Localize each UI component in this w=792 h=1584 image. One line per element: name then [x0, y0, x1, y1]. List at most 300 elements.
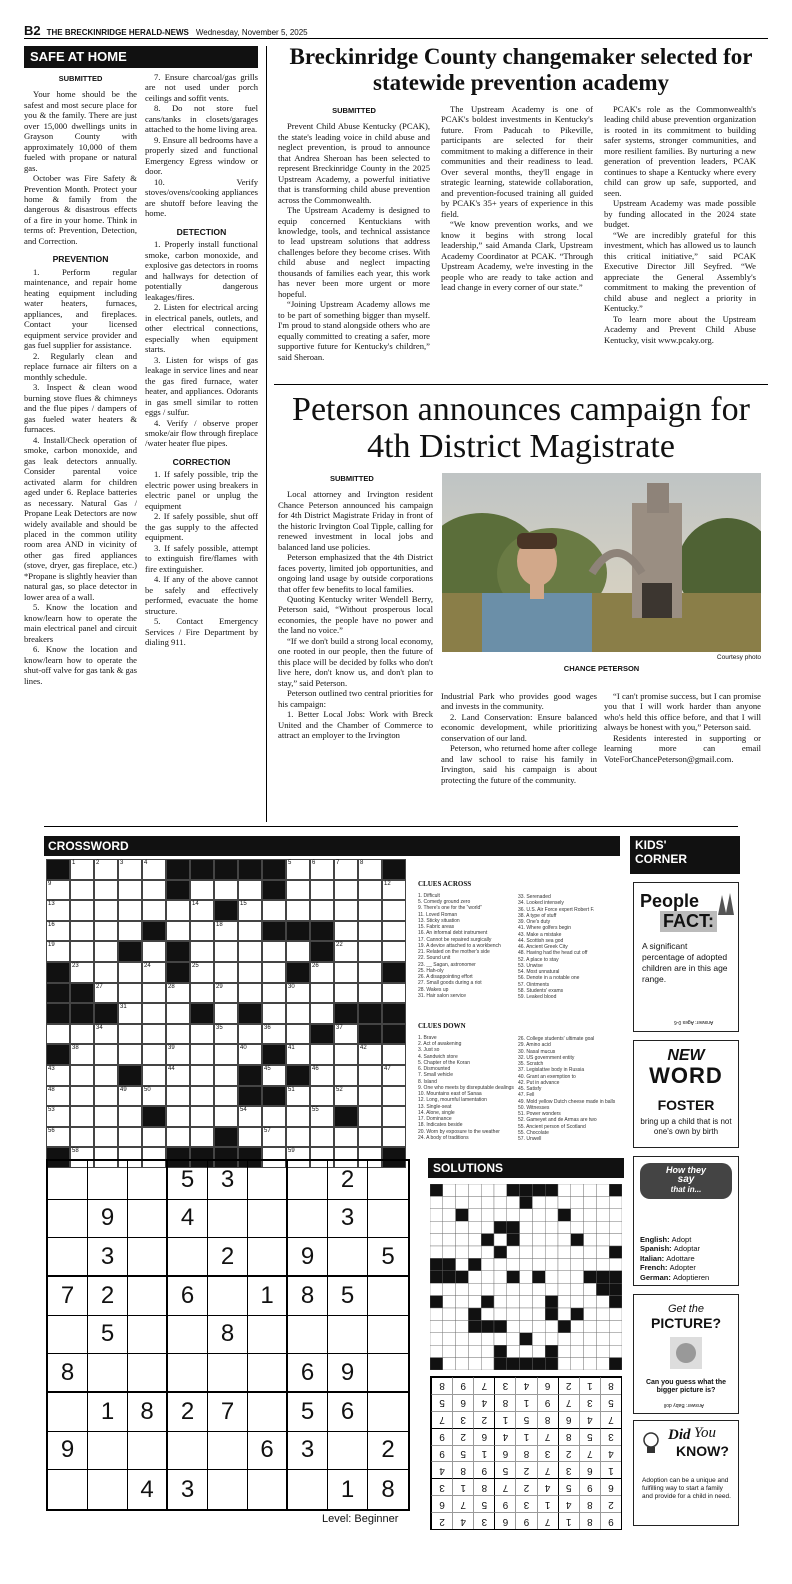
clue-item: 54. Most unnatural — [518, 969, 560, 975]
crossword-cell[interactable] — [382, 941, 406, 962]
clue-number: 44 — [168, 1066, 175, 1072]
crossword-cell[interactable] — [238, 1024, 262, 1045]
clue-item: 52. A place to stay — [518, 956, 559, 963]
crossword-cell[interactable] — [70, 1044, 94, 1065]
sudoku-empty-cell[interactable] — [128, 1200, 168, 1239]
crossword-cell[interactable] — [358, 1065, 382, 1086]
crossword-cell[interactable] — [70, 921, 94, 942]
crossword-cell[interactable] — [214, 921, 238, 942]
sudoku-empty-cell[interactable] — [248, 1354, 288, 1393]
crossword-cell[interactable] — [334, 900, 358, 921]
solution-cell — [558, 1308, 571, 1320]
sudoku-empty-cell[interactable] — [168, 1238, 208, 1277]
solution-cell — [443, 1283, 456, 1295]
solution-cell — [520, 1221, 533, 1233]
crossword-cell[interactable] — [166, 1065, 190, 1086]
crossword-cell[interactable] — [214, 1106, 238, 1127]
crossword-cell[interactable] — [142, 1003, 166, 1024]
correction-item: 5. Contact Emergency Services / Fire Department by dialing 911. — [145, 616, 258, 648]
solution-cell — [494, 1209, 507, 1221]
sudoku-empty-cell[interactable] — [168, 1432, 208, 1471]
peterson-paragraph: Residents interested in supporting or learning more can email VoteForChancePeterson@gmail.com. — [604, 732, 761, 764]
solution-cell — [545, 1246, 558, 1258]
crossword-cell[interactable] — [94, 1127, 118, 1148]
crossword-cell[interactable] — [358, 1086, 382, 1107]
crossword-cell[interactable] — [358, 1127, 382, 1148]
crossword-cell[interactable] — [238, 983, 262, 1004]
prevention-item: 4. Install/Check operation of smoke, carbon monoxide, and gas leak detectors annually. Consider parental voice activated alarm for children aged under 6. Replace batteries as necessary. Natural Gas / Propane Leak Detectors are now widely available and should be placed in the common utility room area AND in vicinity of other gas fired appliances (stove, dryer, gas fireplace, etc.) *Propane is slightly heavier than natural gas, so place detector in lower area of a wall. — [24, 434, 137, 602]
crossword-cell[interactable] — [262, 983, 286, 1004]
sudoku-empty-cell[interactable] — [208, 1432, 248, 1471]
clue-number: 1 — [72, 860, 76, 866]
sudoku-empty-cell[interactable] — [48, 1316, 88, 1355]
sudoku-solution-cell: 9 — [473, 1461, 494, 1478]
solution-cell — [430, 1308, 443, 1320]
crossword-cell[interactable] — [286, 1086, 310, 1107]
crossword-cell[interactable] — [142, 1024, 166, 1045]
crossword-cell[interactable] — [46, 1086, 70, 1107]
crossword-cell[interactable] — [142, 1065, 166, 1086]
crossword-cell[interactable] — [46, 1127, 70, 1148]
crossword-cell[interactable] — [46, 1065, 70, 1086]
crossword-cell[interactable] — [334, 859, 358, 880]
crossword-cell[interactable] — [94, 1065, 118, 1086]
crossword-cell[interactable] — [190, 1127, 214, 1148]
crossword-cell[interactable] — [94, 962, 118, 983]
solution-cell — [545, 1271, 558, 1283]
crossword-cell[interactable] — [166, 921, 190, 942]
sudoku-empty-cell[interactable] — [248, 1200, 288, 1239]
crossword-cell[interactable] — [286, 1106, 310, 1127]
crossword-cell[interactable] — [70, 962, 94, 983]
prevention-item: 7. Ensure charcoal/gas grills are not used under porch ceilings and soffit vents. — [145, 72, 258, 103]
crossword-cell[interactable] — [238, 921, 262, 942]
crossword-cell[interactable] — [358, 1106, 382, 1127]
solution-cell — [558, 1283, 571, 1295]
crossword-cell[interactable] — [190, 1024, 214, 1045]
crossword-cell[interactable] — [94, 880, 118, 901]
sudoku-empty-cell[interactable] — [288, 1316, 328, 1355]
sudoku-empty-cell[interactable] — [288, 1470, 328, 1509]
sudoku-solution-cell: 4 — [452, 1512, 473, 1529]
crossword-cell[interactable] — [118, 983, 142, 1004]
sudoku-solution-cell: 3 — [558, 1461, 579, 1478]
crossword-cell[interactable] — [310, 1065, 334, 1086]
crossword-cell[interactable] — [310, 900, 334, 921]
crossword-cell[interactable] — [310, 1127, 334, 1148]
crossword-cell[interactable] — [334, 1065, 358, 1086]
sudoku-empty-cell[interactable] — [328, 1238, 368, 1277]
crossword-cell[interactable] — [358, 941, 382, 962]
crossword-cell[interactable] — [286, 880, 310, 901]
sudoku-empty-cell[interactable] — [128, 1432, 168, 1471]
crossword-cell[interactable] — [334, 1024, 358, 1045]
crossword-cell[interactable] — [46, 880, 70, 901]
crossword-cell[interactable] — [190, 941, 214, 962]
crossword-cell[interactable] — [118, 1086, 142, 1107]
crossword-cell[interactable] — [190, 1044, 214, 1065]
sudoku-empty-cell[interactable] — [48, 1470, 88, 1509]
crossword-cell[interactable] — [382, 1044, 406, 1065]
sudoku-empty-cell[interactable] — [208, 1200, 248, 1239]
solution-cell — [456, 1209, 469, 1221]
crossword-cell[interactable] — [214, 941, 238, 962]
crossword-cell[interactable] — [142, 983, 166, 1004]
sudoku-empty-cell[interactable] — [48, 1200, 88, 1239]
sudoku-solution-cell: 9 — [515, 1512, 536, 1529]
solution-cell — [545, 1209, 558, 1221]
sudoku-empty-cell[interactable] — [208, 1354, 248, 1393]
sudoku-empty-cell[interactable] — [248, 1316, 288, 1355]
solution-cell — [596, 1258, 609, 1270]
crossword-cell[interactable] — [310, 1086, 334, 1107]
crossword-cell[interactable] — [310, 1106, 334, 1127]
crossword-cell[interactable] — [118, 1024, 142, 1045]
crossword-cell[interactable] — [46, 941, 70, 962]
sudoku-empty-cell[interactable] — [128, 1354, 168, 1393]
sudoku-empty-cell[interactable] — [88, 1470, 128, 1509]
crossword-cell[interactable] — [358, 962, 382, 983]
crossword-cell[interactable] — [334, 983, 358, 1004]
sudoku-solution-cell: 6 — [494, 1512, 515, 1529]
crossword-cell[interactable] — [118, 1127, 142, 1148]
crossword-cell[interactable] — [214, 1086, 238, 1107]
sudoku-grid[interactable] — [46, 1159, 410, 1511]
crossword-cell[interactable] — [118, 1044, 142, 1065]
clue-item: 23. __ Sagan, astronomer — [418, 961, 476, 968]
crossword-cell[interactable] — [70, 880, 94, 901]
crossword-solution-grid — [430, 1184, 622, 1370]
crossword-cell[interactable] — [190, 983, 214, 1004]
sudoku-solution-cell: 7 — [537, 1461, 558, 1478]
crossword-cell[interactable] — [262, 1024, 286, 1045]
crossword-cell[interactable] — [166, 983, 190, 1004]
crossword-cell[interactable] — [94, 983, 118, 1004]
solution-cell — [584, 1320, 597, 1332]
crossword-cell[interactable] — [70, 1106, 94, 1127]
solution-cell — [545, 1184, 558, 1196]
sudoku-empty-cell[interactable] — [288, 1161, 328, 1200]
sudoku-empty-cell[interactable] — [128, 1316, 168, 1355]
sudoku-solution-cell: 1 — [452, 1478, 473, 1495]
crossword-cell[interactable] — [70, 1065, 94, 1086]
crossword-cell[interactable] — [70, 900, 94, 921]
academy-paragraph: “Joining Upstream Academy allows me to be part of something bigger than myself. I'm proud to stand alongside others who are equally committed to creating a safer, more supportive future for Kentucky's children,” said Sheroan. — [278, 299, 430, 362]
solution-cell — [507, 1196, 520, 1208]
crossword-cell[interactable] — [310, 859, 334, 880]
safety-col-1 — [24, 72, 137, 686]
crossword-cell[interactable] — [166, 1086, 190, 1107]
crossword-black-cell — [46, 983, 70, 1004]
sudoku-given-cell: 8 — [128, 1393, 168, 1432]
crossword-cell[interactable] — [166, 1044, 190, 1065]
crossword-cell[interactable] — [190, 900, 214, 921]
crossword-cell[interactable] — [214, 1065, 238, 1086]
crossword-cell[interactable] — [94, 1044, 118, 1065]
crossword-cell[interactable] — [310, 1044, 334, 1065]
crossword-cell[interactable] — [190, 962, 214, 983]
solution-cell — [596, 1234, 609, 1246]
crossword-cell[interactable] — [286, 1024, 310, 1045]
crossword-cell[interactable] — [334, 941, 358, 962]
crossword-cell[interactable] — [118, 880, 142, 901]
solution-cell — [507, 1320, 520, 1332]
crossword-cell[interactable] — [286, 859, 310, 880]
crossword-cell[interactable] — [166, 1024, 190, 1045]
crossword-cell[interactable] — [214, 983, 238, 1004]
solution-cell — [609, 1320, 622, 1332]
crossword-cell[interactable] — [262, 1065, 286, 1086]
sudoku-empty-cell[interactable] — [128, 1277, 168, 1316]
crossword-grid[interactable] — [46, 859, 406, 1169]
crossword-cell[interactable] — [262, 1106, 286, 1127]
crossword-cell[interactable] — [286, 1127, 310, 1148]
crossword-cell[interactable] — [262, 962, 286, 983]
sudoku-empty-cell[interactable] — [328, 1432, 368, 1471]
sudoku-empty-cell[interactable] — [168, 1316, 208, 1355]
crossword-cell[interactable] — [310, 1003, 334, 1024]
crossword-cell[interactable] — [334, 880, 358, 901]
crossword-cell[interactable] — [334, 921, 358, 942]
crossword-cell[interactable] — [286, 983, 310, 1004]
clues-across-col-2 — [518, 894, 616, 1000]
crossword-cell[interactable] — [358, 983, 382, 1004]
crossword-cell[interactable] — [70, 1024, 94, 1045]
sudoku-solution-cell: 7 — [558, 1394, 579, 1411]
solution-cell — [596, 1296, 609, 1308]
sudoku-empty-cell[interactable] — [208, 1470, 248, 1509]
crossword-cell[interactable] — [46, 1106, 70, 1127]
sudoku-empty-cell[interactable] — [248, 1470, 288, 1509]
sudoku-empty-cell[interactable] — [288, 1200, 328, 1239]
crossword-cell[interactable] — [262, 900, 286, 921]
sudoku-empty-cell[interactable] — [168, 1354, 208, 1393]
sudoku-empty-cell[interactable] — [248, 1393, 288, 1432]
clue-item: 37. Legislative body in Russia — [518, 1067, 585, 1074]
crossword-cell[interactable] — [238, 1106, 262, 1127]
crossword-cell[interactable] — [358, 900, 382, 921]
peterson-paragraph: 1. Better Local Jobs: Work with Breck United and the Chamber of Commerce to attract an employer to the Irvington — [278, 709, 433, 741]
crossword-cell[interactable] — [118, 859, 142, 880]
crossword-cell[interactable] — [334, 1086, 358, 1107]
crossword-cell[interactable] — [214, 1044, 238, 1065]
sudoku-empty-cell[interactable] — [368, 1393, 408, 1432]
crossword-cell[interactable] — [286, 1003, 310, 1024]
crossword-cell[interactable] — [214, 962, 238, 983]
clue-item: 56. Denote in a notable one — [518, 975, 580, 982]
crossword-cell[interactable] — [166, 1127, 190, 1148]
crossword-cell[interactable] — [214, 1003, 238, 1024]
crossword-cell[interactable] — [166, 1106, 190, 1127]
sudoku-empty-cell[interactable] — [368, 1354, 408, 1393]
crossword-cell[interactable] — [70, 1127, 94, 1148]
crossword-cell[interactable] — [142, 1044, 166, 1065]
crossword-cell[interactable] — [94, 859, 118, 880]
crossword-cell[interactable] — [238, 941, 262, 962]
crossword-cell[interactable] — [94, 921, 118, 942]
solution-cell — [596, 1221, 609, 1233]
crossword-cell[interactable] — [238, 962, 262, 983]
crossword-cell[interactable] — [214, 1024, 238, 1045]
crossword-cell[interactable] — [118, 921, 142, 942]
crossword-cell[interactable] — [142, 880, 166, 901]
clue-item: 42. Put in advance — [518, 1079, 560, 1086]
solution-cell — [468, 1221, 481, 1233]
sudoku-solution-cell: 1 — [579, 1377, 600, 1394]
sudoku-empty-cell[interactable] — [128, 1238, 168, 1277]
sudoku-empty-cell[interactable] — [368, 1200, 408, 1239]
crossword-cell[interactable] — [358, 921, 382, 942]
crossword-cell[interactable] — [142, 962, 166, 983]
crossword-cell[interactable] — [382, 1086, 406, 1107]
crossword-cell[interactable] — [310, 962, 334, 983]
solution-cell — [494, 1296, 507, 1308]
crossword-cell[interactable] — [94, 1086, 118, 1107]
solution-cell — [507, 1271, 520, 1283]
new-word-definition: bring up a child that is not one's own by birth — [640, 1117, 732, 1136]
peterson-paragraph: Quoting Kentucky writer Wendell Berry, Peterson said, “Without prosperous local economies, the people have no power and the land no voice.” — [278, 593, 433, 636]
crossword-cell[interactable] — [166, 1003, 190, 1024]
crossword-cell[interactable] — [118, 1003, 142, 1024]
crossword-cell[interactable] — [382, 880, 406, 901]
clue-number: 16 — [48, 921, 55, 928]
solution-cell — [443, 1221, 456, 1233]
sudoku-empty-cell[interactable] — [248, 1238, 288, 1277]
sudoku-empty-cell[interactable] — [128, 1161, 168, 1200]
sudoku-empty-cell[interactable] — [88, 1354, 128, 1393]
crossword-cell[interactable] — [238, 1044, 262, 1065]
crossword-cell[interactable] — [166, 900, 190, 921]
crossword-black-cell — [358, 1024, 382, 1045]
crossword-cell[interactable] — [70, 1086, 94, 1107]
crossword-cell[interactable] — [238, 1127, 262, 1148]
crossword-cell[interactable] — [190, 1106, 214, 1127]
crossword-cell[interactable] — [118, 962, 142, 983]
crossword-cell[interactable] — [382, 1127, 406, 1148]
sudoku-empty-cell[interactable] — [88, 1432, 128, 1471]
crossword-cell[interactable] — [286, 900, 310, 921]
sudoku-empty-cell[interactable] — [328, 1316, 368, 1355]
crossword-cell[interactable] — [118, 900, 142, 921]
crossword-black-cell — [214, 900, 238, 921]
crossword-cell[interactable] — [310, 983, 334, 1004]
crossword-cell[interactable] — [190, 921, 214, 942]
crossword-cell[interactable] — [190, 880, 214, 901]
crossword-cell[interactable] — [190, 1065, 214, 1086]
sudoku-empty-cell[interactable] — [368, 1316, 408, 1355]
sudoku-given-cell: 9 — [328, 1354, 368, 1393]
crossword-cell[interactable] — [118, 1106, 142, 1127]
crossword-cell[interactable] — [382, 921, 406, 942]
sudoku-solution — [430, 1376, 622, 1530]
crossword-cell[interactable] — [382, 1065, 406, 1086]
clue-item: 57. Ointments — [518, 981, 550, 988]
solution-cell — [456, 1258, 469, 1270]
clue-number: 51 — [288, 1086, 295, 1093]
crossword-cell[interactable] — [46, 921, 70, 942]
crossword-cell[interactable] — [358, 1044, 382, 1065]
sudoku-solution-cell: 1 — [494, 1411, 515, 1428]
prevention-item: 9. Ensure all bedrooms have a properly sized and functional Emergency Egress window or door. — [145, 134, 258, 177]
clue-item: 21. Related on the mother's side — [418, 949, 490, 955]
crossword-cell[interactable] — [142, 941, 166, 962]
prevention-item: 6. Know the location and know/learn how to operate the shut-off valve for gas tank & gas lines. — [24, 644, 137, 686]
crossword-cell[interactable] — [190, 1086, 214, 1107]
clue-number: 9 — [48, 880, 52, 887]
crossword-cell[interactable] — [94, 1024, 118, 1045]
crossword-cell[interactable] — [46, 900, 70, 921]
crossword-cell[interactable] — [382, 1106, 406, 1127]
sudoku-given-cell: 5 — [288, 1393, 328, 1432]
crossword-cell[interactable] — [382, 983, 406, 1004]
prevention-item: 5. Know the location and know/learn how to operate the main electrical panel and circuit breakers — [24, 602, 137, 644]
crossword-cell[interactable] — [382, 900, 406, 921]
sudoku-empty-cell[interactable] — [368, 1161, 408, 1200]
crossword-cell[interactable] — [94, 900, 118, 921]
crossword-cell[interactable] — [70, 859, 94, 880]
crossword-cell[interactable] — [262, 941, 286, 962]
sudoku-solution-cell: 9 — [431, 1445, 452, 1462]
crossword-black-cell — [238, 859, 262, 880]
sudoku-empty-cell[interactable] — [208, 1277, 248, 1316]
crossword-cell[interactable] — [142, 859, 166, 880]
sudoku-empty-cell[interactable] — [48, 1238, 88, 1277]
crossword-cell[interactable] — [70, 941, 94, 962]
crossword-cell[interactable] — [262, 1127, 286, 1148]
crossword-cell[interactable] — [94, 1106, 118, 1127]
crossword-cell[interactable] — [334, 962, 358, 983]
crossword-cell[interactable] — [334, 1127, 358, 1148]
sudoku-solution-cell: 9 — [579, 1478, 600, 1495]
crossword-cell[interactable] — [238, 880, 262, 901]
crossword-cell[interactable] — [142, 1127, 166, 1148]
sudoku-empty-cell[interactable] — [248, 1161, 288, 1200]
solution-cell — [584, 1271, 597, 1283]
crossword-cell[interactable] — [358, 880, 382, 901]
crossword-cell[interactable] — [334, 1044, 358, 1065]
crossword-cell[interactable] — [46, 1024, 70, 1045]
crossword-cell[interactable] — [142, 900, 166, 921]
sudoku-empty-cell[interactable] — [48, 1393, 88, 1432]
crossword-cell[interactable] — [238, 900, 262, 921]
crossword-black-cell — [262, 921, 286, 942]
sudoku-given-cell: 6 — [328, 1393, 368, 1432]
solution-cell — [558, 1296, 571, 1308]
sudoku-empty-cell[interactable] — [48, 1161, 88, 1200]
crossword-cell[interactable] — [142, 1086, 166, 1107]
crossword-cell[interactable] — [358, 859, 382, 880]
sudoku-empty-cell[interactable] — [368, 1277, 408, 1316]
crossword-cell[interactable] — [310, 880, 334, 901]
crossword-cell[interactable] — [286, 941, 310, 962]
correction-item: 4. If any of the above cannot be safely and effectively performed, evacuate the home structure. — [145, 574, 258, 616]
crossword-cell[interactable] — [286, 1044, 310, 1065]
solution-cell — [520, 1358, 533, 1370]
clue-number: 46 — [312, 1066, 319, 1072]
sudoku-empty-cell[interactable] — [88, 1161, 128, 1200]
crossword-cell[interactable] — [214, 880, 238, 901]
clue-item: 10. Mountains east of Sanaa — [418, 1091, 482, 1097]
clue-item: 33. Serenaded — [518, 894, 551, 900]
crossword-cell[interactable] — [262, 1003, 286, 1024]
picture-line-1: Get the — [667, 1303, 705, 1315]
solution-cell — [481, 1296, 494, 1308]
crossword-cell[interactable] — [94, 941, 118, 962]
clues-down-heading: CLUES DOWN — [418, 1022, 466, 1030]
solution-cell — [558, 1333, 571, 1345]
solution-cell — [430, 1234, 443, 1246]
clue-item: 3. Just so — [418, 1047, 440, 1054]
